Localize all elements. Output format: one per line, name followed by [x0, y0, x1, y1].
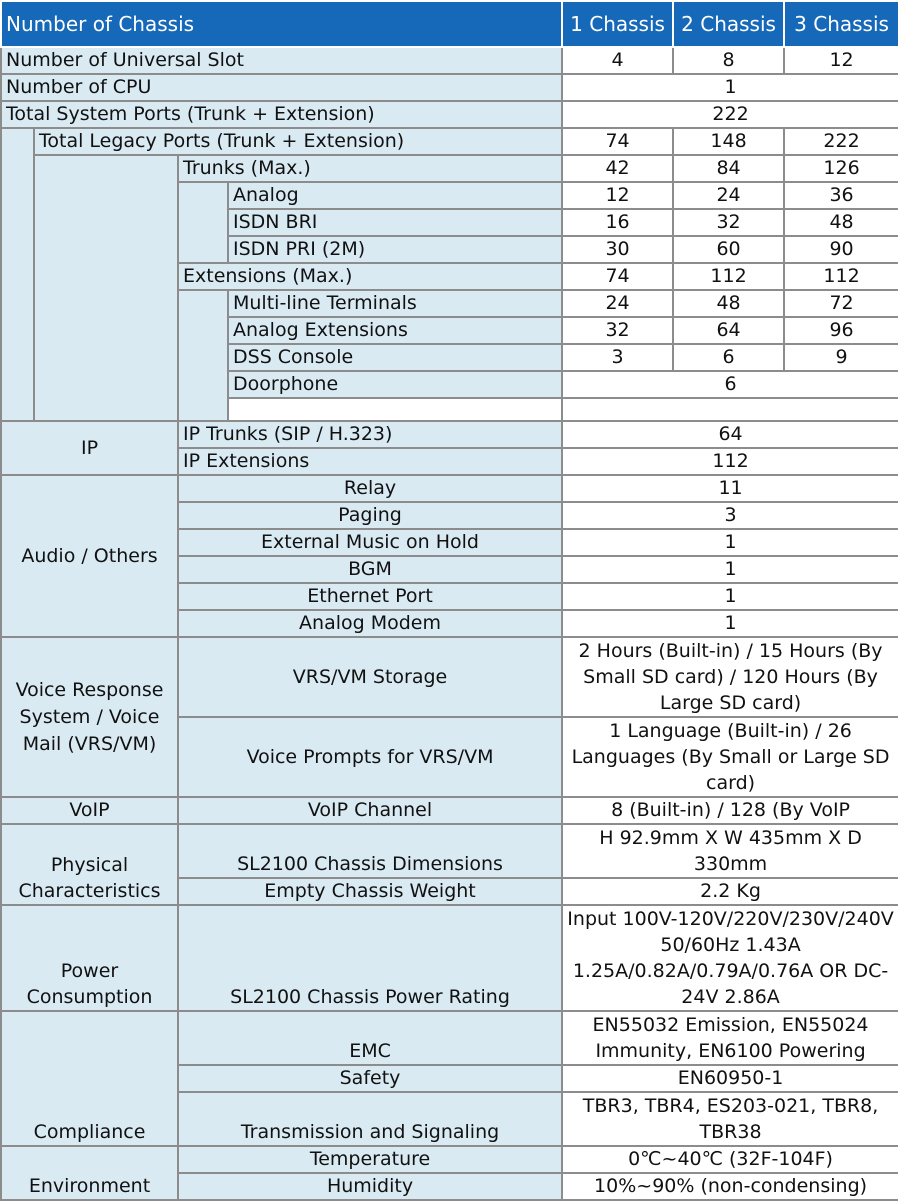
cell-value: 84 — [673, 155, 784, 182]
row-label-power-rating: SL2100 Chassis Power Rating — [178, 905, 562, 1011]
row-label-legacy-ports: Total Legacy Ports (Trunk + Extension) — [34, 128, 562, 155]
row-label-universal-slot: Number of Universal Slot — [1, 47, 562, 74]
header-title: Number of Chassis — [1, 1, 562, 47]
cell-value: EN55032 Emission, EN55024 Immunity, EN6100 Powering — [562, 1011, 898, 1065]
cell-value: 112 — [784, 263, 898, 290]
cell-value: 222 — [784, 128, 898, 155]
group-label-audio: Audio / Others — [1, 475, 178, 637]
cell-value: 6 — [673, 344, 784, 371]
row-label-trunks: Trunks (Max.) — [178, 155, 562, 182]
cell-value: 1 — [562, 583, 898, 610]
cell-value: 3 — [562, 344, 673, 371]
cell-value: 32 — [562, 317, 673, 344]
cell-value: 222 — [562, 101, 898, 128]
cell-value: 1 — [562, 74, 898, 101]
row-label-vrs-storage: VRS/VM Storage — [178, 637, 562, 717]
cell-value: 126 — [784, 155, 898, 182]
cell-value: 8 (Built-in) / 128 (By VoIP — [562, 797, 898, 824]
cell-value: EN60950-1 — [562, 1065, 898, 1092]
indent-spacer — [178, 182, 228, 263]
cell-value: 90 — [784, 236, 898, 263]
row-label-isdn-pri: ISDN PRI (2M) — [228, 236, 562, 263]
cell-value: 12 — [562, 182, 673, 209]
row-label-transmission: Transmission and Signaling — [178, 1092, 562, 1146]
group-label-physical: Physical Characteristics — [1, 824, 178, 905]
table-row — [1, 128, 898, 155]
row-label-temperature: Temperature — [178, 1146, 562, 1173]
cell-value: 74 — [562, 128, 673, 155]
cell-value: 2.2 Kg — [562, 878, 898, 905]
indent-spacer-blank — [228, 398, 562, 421]
row-label-analog: Analog — [228, 182, 562, 209]
table-row — [1, 74, 898, 101]
cell-value: 64 — [673, 317, 784, 344]
cell-value: 10%~90% (non-condensing) — [562, 1173, 898, 1200]
row-label-voip-channel: VoIP Channel — [178, 797, 562, 824]
table-row — [1, 155, 898, 182]
row-label-humidity: Humidity — [178, 1173, 562, 1200]
cell-value: 32 — [673, 209, 784, 236]
cell-value: TBR3, TBR4, ES203-021, TBR8, TBR38 — [562, 1092, 898, 1146]
cell-value: 16 — [562, 209, 673, 236]
row-label-total-ports: Total System Ports (Trunk + Extension) — [1, 101, 562, 128]
cell-value: 24 — [673, 182, 784, 209]
row-label-multi-line-terminals: Multi-line Terminals — [228, 290, 562, 317]
table-row — [1, 47, 898, 74]
row-label-music-on-hold: External Music on Hold — [178, 529, 562, 556]
row-label-relay: Relay — [178, 475, 562, 502]
indent-spacer — [1, 128, 34, 421]
row-label-ip-extensions: IP Extensions — [178, 448, 562, 475]
cell-value: 1 — [562, 556, 898, 583]
cell-value: 8 — [673, 47, 784, 74]
cell-value: 24 — [562, 290, 673, 317]
cell-value: 12 — [784, 47, 898, 74]
table-row — [1, 637, 898, 717]
cell-value: 48 — [673, 290, 784, 317]
table-row — [1, 824, 898, 878]
row-label-safety: Safety — [178, 1065, 562, 1092]
indent-spacer — [34, 155, 178, 421]
header-chassis-3: 3 Chassis — [784, 1, 898, 47]
cell-value: 36 — [784, 182, 898, 209]
table-row — [1, 421, 898, 448]
row-label-ip-trunks: IP Trunks (SIP / H.323) — [178, 421, 562, 448]
cell-value: Input 100V-120V/220V/230V/240V 50/60Hz 1.43A 1.25A/0.82A/0.79A/0.76A OR DC-24V 2.86A — [562, 905, 898, 1011]
table-row — [1, 1011, 898, 1065]
cell-value: 4 — [562, 47, 673, 74]
row-label-dss-console: DSS Console — [228, 344, 562, 371]
row-label-voice-prompts: Voice Prompts for VRS/VM — [178, 717, 562, 797]
cell-value: 11 — [562, 475, 898, 502]
row-label-cpu: Number of CPU — [1, 74, 562, 101]
cell-value: 1 Language (Built-in) / 26 Languages (By Small or Large SD card) — [562, 717, 898, 797]
cell-value: H 92.9mm X W 435mm X D 330mm — [562, 824, 898, 878]
row-label-ethernet-port: Ethernet Port — [178, 583, 562, 610]
group-label-voip: VoIP — [1, 797, 178, 824]
table-row — [1, 1146, 898, 1173]
header-chassis-2: 2 Chassis — [673, 1, 784, 47]
table-row — [1, 101, 898, 128]
cell-value: 42 — [562, 155, 673, 182]
cell-value: 96 — [784, 317, 898, 344]
cell-value: 6 — [562, 371, 898, 398]
group-label-power: Power Consumption — [1, 905, 178, 1011]
row-label-bgm: BGM — [178, 556, 562, 583]
cell-value: 60 — [673, 236, 784, 263]
row-label-doorphone: Doorphone — [228, 371, 562, 398]
cell-value: 1 — [562, 610, 898, 637]
cell-value: 9 — [784, 344, 898, 371]
header-row — [1, 1, 898, 47]
cell-value: 112 — [673, 263, 784, 290]
cell-value: 72 — [784, 290, 898, 317]
table-row — [1, 797, 898, 824]
group-label-environment: Environment — [1, 1146, 178, 1200]
row-label-chassis-dimensions: SL2100 Chassis Dimensions — [178, 824, 562, 878]
header-chassis-1: 1 Chassis — [562, 1, 673, 47]
table-row — [1, 905, 898, 1011]
indent-spacer — [178, 290, 228, 421]
row-label-extensions: Extensions (Max.) — [178, 263, 562, 290]
row-label-paging: Paging — [178, 502, 562, 529]
row-label-analog-extensions: Analog Extensions — [228, 317, 562, 344]
group-label-ip: IP — [1, 421, 178, 475]
group-label-compliance: Compliance — [1, 1011, 178, 1146]
cell-value: 112 — [562, 448, 898, 475]
cell-value: 48 — [784, 209, 898, 236]
row-label-isdn-bri: ISDN BRI — [228, 209, 562, 236]
cell-value: 148 — [673, 128, 784, 155]
cell-value: 74 — [562, 263, 673, 290]
cell-value: 64 — [562, 421, 898, 448]
group-label-vrs: Voice Response System / Voice Mail (VRS/VM) — [1, 637, 178, 797]
cell-value: 1 — [562, 529, 898, 556]
cell-value: 0℃~40℃ (32F-104F) — [562, 1146, 898, 1173]
cell-value: 30 — [562, 236, 673, 263]
row-label-analog-modem: Analog Modem — [178, 610, 562, 637]
cell-value: 3 — [562, 502, 898, 529]
table-row — [1, 475, 898, 502]
cell-value: 2 Hours (Built-in) / 15 Hours (By Small SD card) / 120 Hours (By Large SD card) — [562, 637, 898, 717]
row-label-emc: EMC — [178, 1011, 562, 1065]
row-label-chassis-weight: Empty Chassis Weight — [178, 878, 562, 905]
